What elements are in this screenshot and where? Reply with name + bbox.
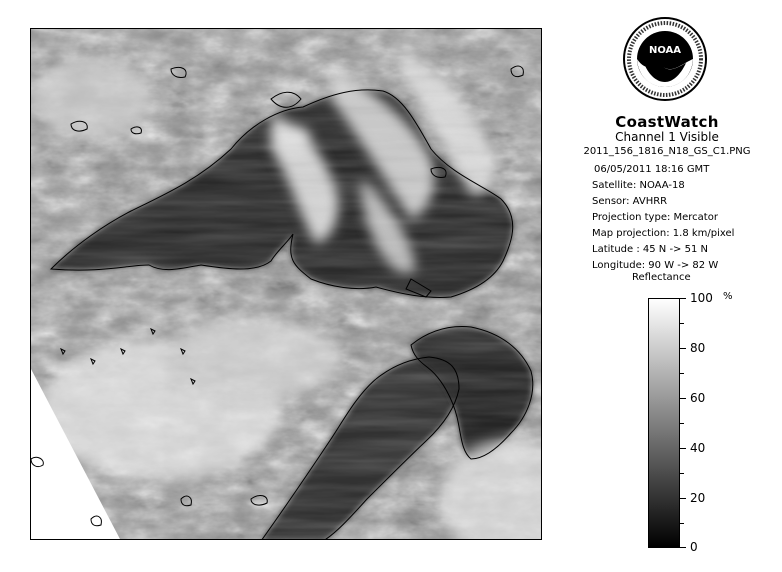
colorbar-tick [680,348,686,349]
colorbar-tick [680,547,686,548]
colorbar-tick [680,398,686,399]
map-projection-label: Map projection: 1.8 km/pixel [592,228,735,239]
logo-text: NOAA [648,45,682,56]
satellite-image [30,28,542,540]
legend-title: Reflectance [632,272,691,283]
longitude-label: Longitude: 90 W -> 82 W [592,260,719,271]
colorbar-tick [680,323,684,324]
colorbar-tick [680,423,684,424]
reflectance-map [31,29,542,540]
channel-label: Channel 1 Visible [615,130,719,144]
colorbar-tick [680,498,686,499]
colorbar-tick-label: 20 [690,491,706,505]
legend-unit: % [723,291,733,302]
colorbar-tick-label: 80 [690,341,706,355]
projection-type-label: Projection type: Mercator [592,212,718,223]
noaa-logo-icon [622,16,708,102]
latitude-label: Latitude : 45 N -> 51 N [592,244,708,255]
colorbar-tick [680,373,684,374]
colorbar-tick-label: 0 [690,540,698,554]
colorbar-tick-label: 60 [690,391,706,405]
filename-label: 2011_156_1816_N18_GS_C1.PNG [583,146,751,157]
satellite-label: Satellite: NOAA-18 [592,180,685,191]
colorbar-tick [680,298,686,299]
colorbar-tick [680,448,686,449]
colorbar-tick-label: 40 [690,441,706,455]
colorbar-tick [680,473,684,474]
colorbar-tick [680,523,684,524]
reflectance-colorbar [648,298,680,548]
colorbar-tick-label: 100 [690,291,713,305]
datetime-label: 06/05/2011 18:16 GMT [594,164,710,175]
brand-title: CoastWatch [615,113,719,131]
sensor-label: Sensor: AVHRR [592,196,668,207]
